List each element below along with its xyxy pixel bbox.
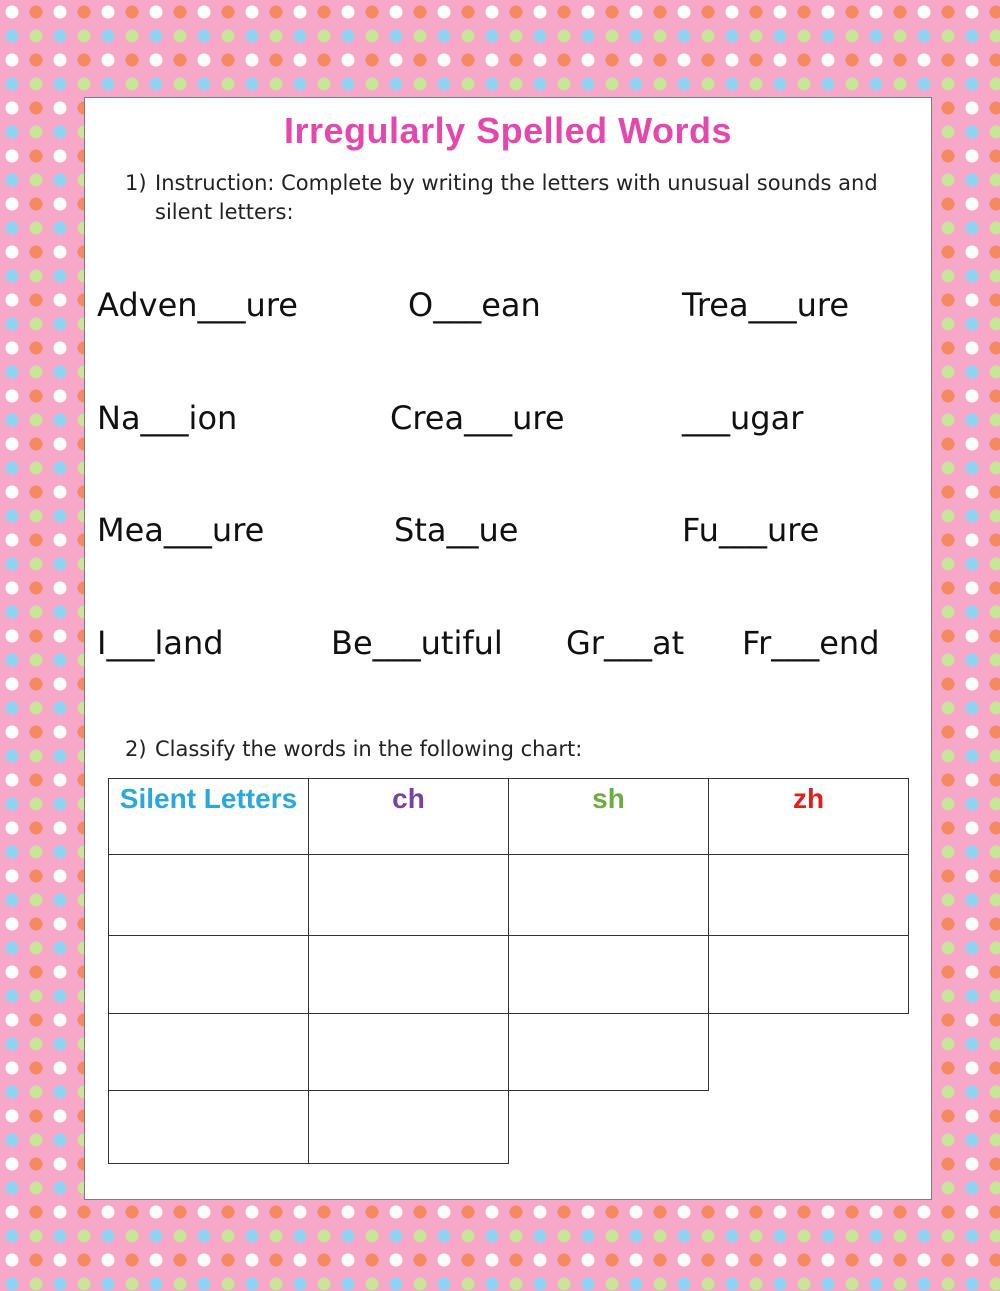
word-great[interactable]: Gr___at — [566, 624, 685, 662]
word-statue[interactable]: Sta__ue — [394, 511, 519, 549]
cell-sh-1[interactable] — [509, 855, 709, 936]
cell-sh-3[interactable] — [509, 1014, 709, 1091]
header-ch: ch — [309, 779, 509, 855]
word-creature[interactable]: Crea___ure — [390, 399, 565, 437]
empty-space — [509, 1091, 709, 1164]
cell-zh-2[interactable] — [709, 936, 909, 1014]
cell-ch-2[interactable] — [309, 936, 509, 1014]
word-nation[interactable]: Na___ion — [97, 399, 238, 437]
instruction-1-text: Instruction: Complete by writing the letters with unusual sounds and silent letters: — [155, 171, 878, 224]
cell-zh-1[interactable] — [709, 855, 909, 936]
word-measure[interactable]: Mea___ure — [97, 511, 265, 549]
cell-ch-1[interactable] — [309, 855, 509, 936]
cell-silent-letters-3[interactable] — [109, 1014, 309, 1091]
empty-space — [709, 1091, 909, 1164]
empty-space — [709, 1014, 909, 1091]
worksheet — [84, 97, 932, 1200]
page-title: Irregularly Spelled Words — [284, 110, 732, 151]
instruction-2 — [125, 735, 905, 764]
word-ocean[interactable]: O___ean — [408, 286, 541, 324]
word-future[interactable]: Fu___ure — [682, 511, 820, 549]
cell-silent-letters-2[interactable] — [109, 936, 309, 1014]
word-beautiful[interactable]: Be___utiful — [331, 624, 503, 662]
word-friend[interactable]: Fr___end — [742, 624, 880, 662]
cell-silent-letters-1[interactable] — [109, 855, 309, 936]
instruction-2-number: 2) — [125, 737, 147, 761]
header-silent-letters: Silent Letters — [109, 779, 309, 855]
word-island[interactable]: I___land — [97, 624, 224, 662]
cell-ch-3[interactable] — [309, 1014, 509, 1091]
instruction-2-text: Classify the words in the following chart: — [155, 737, 583, 761]
word-sugar[interactable]: ___ugar — [682, 399, 804, 437]
header-zh: zh — [709, 779, 909, 855]
header-sh: sh — [509, 779, 709, 855]
instruction-1-number: 1) — [125, 171, 147, 195]
cell-sh-2[interactable] — [509, 936, 709, 1014]
word-treasure[interactable]: Trea___ure — [682, 286, 850, 324]
cell-silent-letters-4[interactable] — [109, 1091, 309, 1164]
instruction-1 — [125, 169, 905, 227]
word-adventure[interactable]: Adven___ure — [97, 286, 298, 324]
classification-chart — [108, 778, 909, 1164]
cell-ch-4[interactable] — [309, 1091, 509, 1164]
